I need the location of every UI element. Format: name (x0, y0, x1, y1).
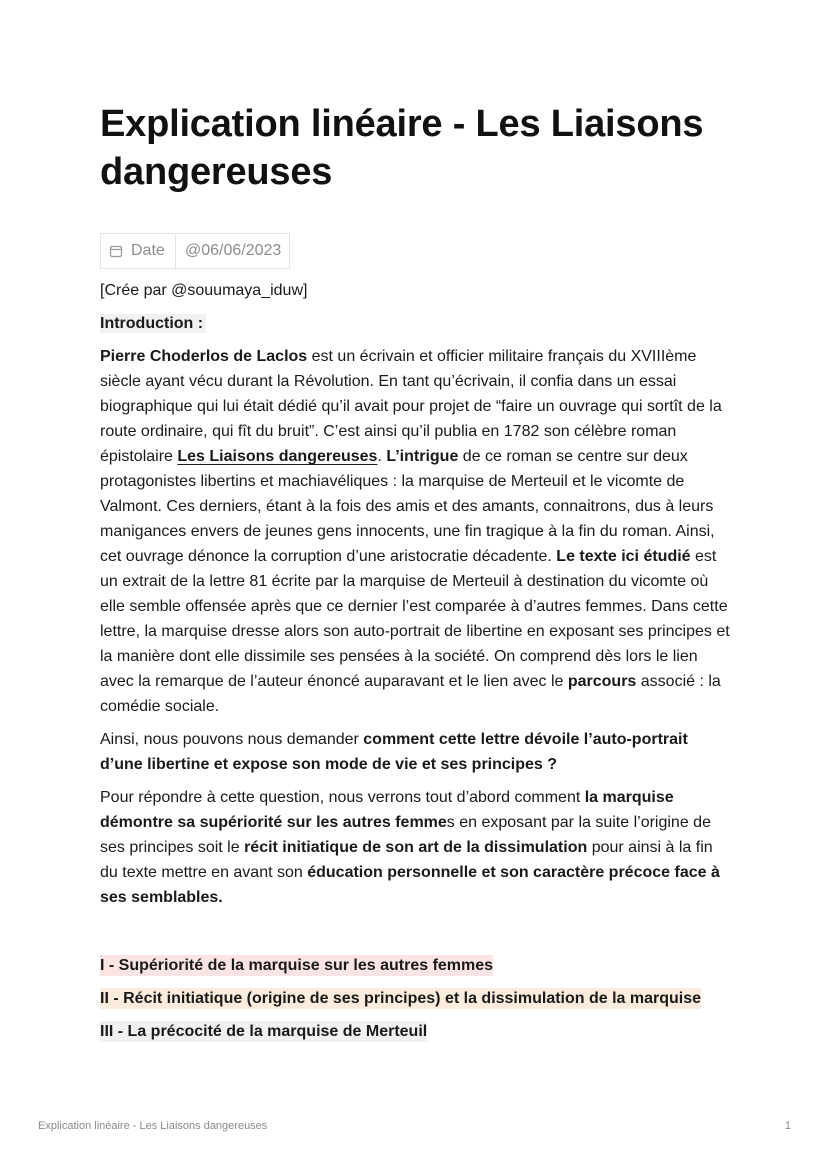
text-run: est un extrait de la lettre 81 écrite par la marquise de Merteuil à destination du vicomte où elle semble offensée après que ce dernier l’est comparée à d’autres femmes. Dans cette lettre, la marquise dresse alors son auto-portrait de libertine en exposant ses principes et la manière dont elle dissimile ses pensées à la société. On comprend dès lors le lien avec la remarque de l’auteur énoncé auparavant et le lien avec le (100, 548, 730, 690)
bold-run: la marquise démontre sa supériorité sur les autres femme (100, 789, 674, 831)
intro-paragraph (100, 344, 730, 719)
bold-run: Le texte ici étudié (556, 548, 691, 565)
property-key (101, 234, 176, 268)
plan-item (100, 953, 740, 978)
problematic-paragraph (100, 727, 730, 777)
page-number: 1 (784, 1120, 791, 1132)
text-run: s en exposant par la suite l’origine de ses principes soit le (100, 814, 711, 856)
calendar-icon (109, 244, 123, 258)
page-title: Explication linéaire - Les Liaisons dangereuses (100, 103, 704, 193)
plan-item-label: II - Récit initiatique (origine de ses principes) et la dissimulation de la marquise (100, 990, 702, 1007)
plan-item (100, 1019, 740, 1044)
text-run: Ainsi, nous pouvons nous demander (100, 731, 364, 748)
author-name: Pierre Choderlos de Laclos (100, 348, 308, 365)
bold-run: parcours (567, 673, 637, 690)
date-property[interactable] (100, 233, 290, 269)
credit-line: [Crée par @souumaya_iduw] (100, 282, 308, 299)
text-run: de ce roman se centre sur deux protagonistes libertins et machiavéliques : la marquise de Merteuil et le vicomte de Valmont. Ces derniers, étant à la fois des amis et des amants, connaitrons, dus à leurs manigances envers de jeunes gens innocents, une fin tragique à la fin du roman. Ainsi, cet ouvrage dénonce la corruption d’une aristocratie décadente. (100, 448, 715, 565)
plan-item-label: III - La précocité de la marquise de Merteuil (100, 1023, 428, 1040)
plan-list (100, 953, 740, 1052)
announcement-paragraph (100, 785, 730, 910)
plan-item-label: I - Supériorité de la marquise sur les autres femmes (100, 957, 494, 974)
intro-heading-line (100, 311, 730, 336)
document-body (100, 278, 730, 918)
text-run: associé : la comédie sociale. (100, 673, 721, 715)
footer-title: Explication linéaire - Les Liaisons dangereuses (38, 1120, 268, 1132)
bold-run: récit initiatique de son art de la dissimulation (244, 839, 588, 856)
bold-run: L’intrigue (386, 448, 459, 465)
text-run: est un écrivain et officier militaire français du XVIIIème siècle ayant vécu durant la Révolution. En tant qu’écrivain, il confia dans un essai biographique qui lui était dédié qu’il avait pour projet de “faire un ouvrage qui sortît de la route ordinaire, qui fît du bruit”. C’est ainsi qu’il publia en 1782 son célèbre roman épistolaire (100, 348, 722, 465)
bold-run: éducation personnelle et son caractère précoce face à ses semblables. (100, 864, 720, 906)
problematic-question: comment cette lettre dévoile l’auto-portrait d’une libertine et expose son mode de vie et ses principes ? (100, 731, 688, 773)
intro-heading: Introduction : (100, 314, 206, 333)
property-value[interactable]: @06/06/2023 (185, 242, 282, 259)
plan-item (100, 986, 740, 1011)
text-run: Pour répondre à cette question, nous verrons tout d’abord comment (100, 789, 585, 806)
book-title: Les Liaisons dangereuses (177, 448, 378, 465)
property-key-label: Date (131, 242, 165, 259)
text-run: . (377, 448, 387, 465)
text-run: pour ainsi à la fin du texte mettre en avant son (100, 839, 713, 881)
